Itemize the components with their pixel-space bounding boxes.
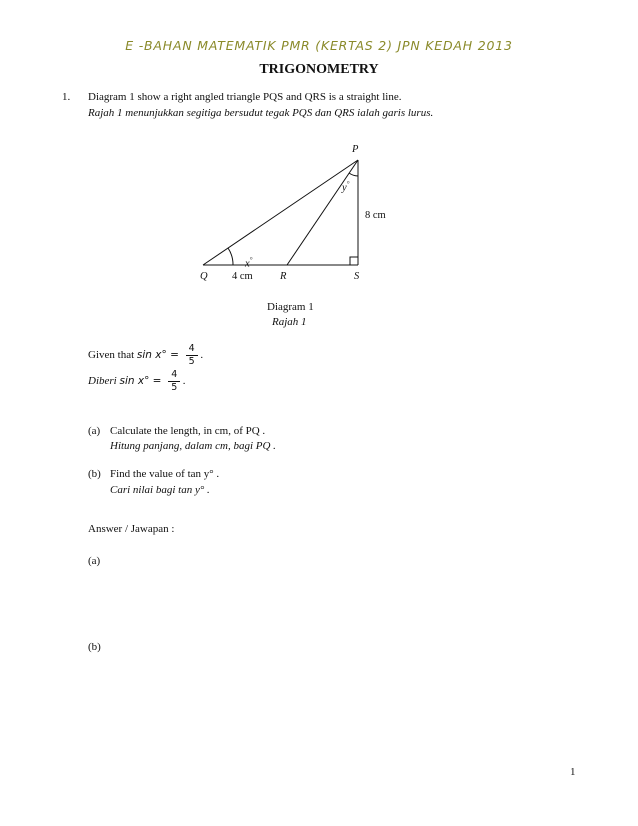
answer-a-label: (a) (88, 555, 101, 567)
fraction-numerator-ms: 4 (168, 369, 180, 382)
angle-x-letter: x (245, 258, 250, 270)
line-rp (287, 160, 358, 265)
diagram-caption-ms: Rajah 1 (272, 316, 307, 328)
page-number: 1 (570, 766, 576, 778)
triangle-diagram (0, 0, 638, 300)
part-b-text-en: Find the value of tan y° . (110, 468, 220, 480)
part-a-label: (a) (88, 425, 101, 437)
question-number: 1. (62, 91, 71, 103)
angle-x-degree: ° (249, 256, 253, 264)
sin-expression-en: sin x° = (136, 349, 179, 362)
page-title: TRIGONOMETRY (259, 62, 379, 77)
line-qp (203, 160, 358, 265)
vertex-p-label: P (352, 144, 359, 155)
side-ps-label: 8 cm (365, 210, 386, 221)
question-intro-ms: Rajah 1 menunjukkan segitiga bersudut tegak PQS dan QRS ialah garis lurus. (88, 107, 434, 119)
fraction-denominator-ms: 5 (171, 382, 178, 393)
angle-y-letter: y (342, 182, 347, 194)
question-intro-en: Diagram 1 show a right angled triangle PQS and QRS is a straight line. (88, 91, 402, 103)
angle-y-label (342, 180, 349, 194)
diagram-caption-en: Diagram 1 (267, 301, 314, 313)
angle-y-arc (349, 173, 358, 176)
given-text-en: Given that (88, 349, 135, 362)
vertex-r-label: R (280, 271, 287, 282)
answer-b-label: (b) (88, 641, 101, 653)
angle-y-degree: ° (346, 180, 350, 188)
given-line-en (88, 343, 203, 368)
fraction-en (186, 343, 198, 368)
part-b-text-ms: Cari nilai bagi tan y° . (110, 484, 210, 496)
sin-expression-ms: sin x° = (119, 375, 162, 388)
given-end-en: . (200, 349, 204, 362)
right-angle-marker (350, 257, 358, 265)
vertex-s-label: S (354, 271, 360, 282)
angle-x-label (245, 256, 252, 270)
given-end-ms: . (183, 375, 186, 388)
answer-label: Answer / Jawapan : (88, 523, 175, 535)
page-header: E -BAHAN MATEMATIK PMR (KERTAS 2) JPN KEDAH 2013 (125, 38, 513, 53)
angle-x-arc (228, 248, 233, 265)
fraction-numerator: 4 (186, 343, 198, 356)
part-a-text-en: Calculate the length, in cm, of PQ . (110, 425, 266, 437)
fraction-ms (168, 369, 180, 394)
side-qr-label: 4 cm (232, 271, 253, 282)
given-text-ms: Diberi (88, 375, 117, 388)
vertex-q-label: Q (200, 271, 208, 282)
part-b-label: (b) (88, 468, 101, 480)
fraction-denominator: 5 (188, 356, 195, 367)
given-line-ms (88, 369, 186, 394)
part-a-text-ms: Hitung panjang, dalam cm, bagi PQ . (110, 440, 276, 452)
